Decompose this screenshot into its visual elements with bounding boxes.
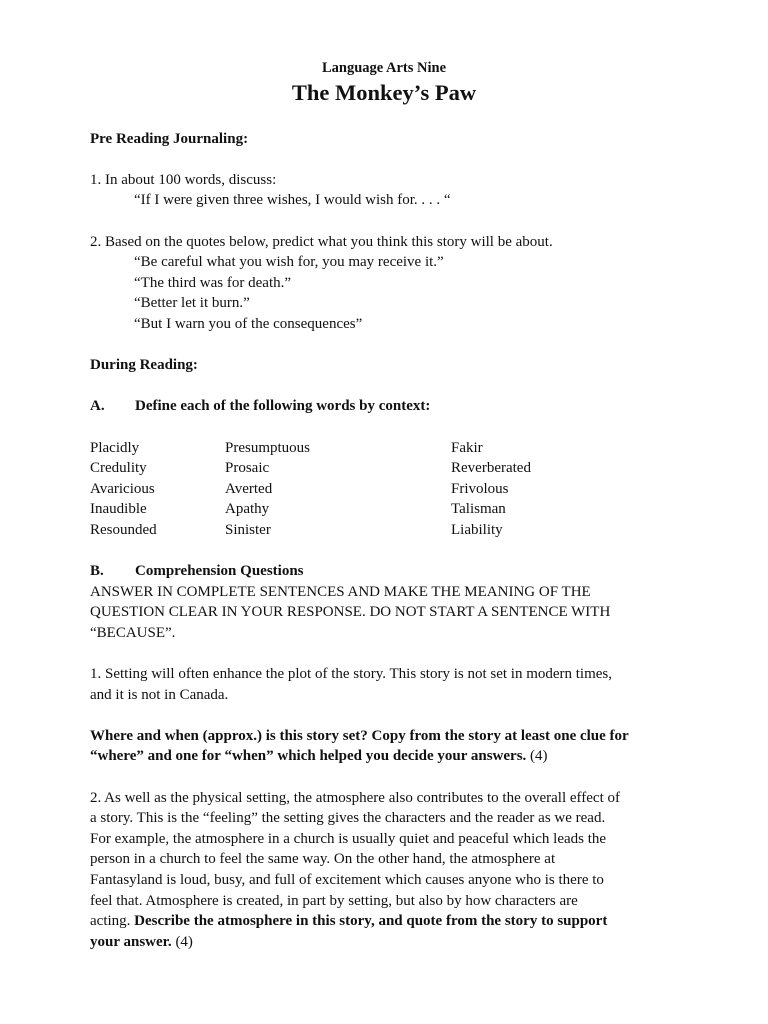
section-b-title: Comprehension Questions xyxy=(135,563,304,580)
section-b-letter: B. xyxy=(90,563,104,580)
pre-reading-q1: 1. In about 100 words, discuss: xyxy=(90,171,277,188)
vocab-word: Placidly xyxy=(90,439,140,456)
question-2-text: acting. xyxy=(90,913,135,930)
pre-reading-q2: 2. Based on the quotes below, predict what you think this story will be about. xyxy=(90,233,553,250)
section-a-title: Define each of the following words by context: xyxy=(135,398,431,415)
vocab-word: Sinister xyxy=(225,521,271,538)
spacer xyxy=(90,211,690,232)
question-2-prompt: your answer. xyxy=(90,933,172,950)
question-2-line: feel that. Atmosphere is created, in part by setting, but also by how characters are xyxy=(90,892,578,909)
vocab-word: Apathy xyxy=(225,501,270,518)
course-name: Language Arts Nine xyxy=(321,60,447,76)
question-2-marks: (4) xyxy=(171,933,193,950)
question-2-line: For example, the atmosphere in a church is usually quiet and peaceful which leads the xyxy=(90,830,607,847)
section-b-heading xyxy=(90,561,690,582)
vocab-word: Frivolous xyxy=(451,480,509,497)
vocab-word: Avaricious xyxy=(90,480,155,497)
question-1-line: 1. Setting will often enhance the plot of the story. This story is not set in modern times, xyxy=(90,666,613,683)
quote-line: “Better let it burn.” xyxy=(134,295,250,312)
document-title: The Monkey’s Paw xyxy=(291,80,477,105)
spacer xyxy=(90,643,690,664)
instruction-line: QUESTION CLEAR IN YOUR RESPONSE. DO NOT START A SENTENCE WITH xyxy=(90,604,611,621)
document-page xyxy=(90,58,690,952)
spacer xyxy=(90,417,690,438)
vocab-word: Reverberated xyxy=(451,460,531,477)
question-2-prompt-end xyxy=(90,932,690,953)
spacer xyxy=(90,108,690,129)
pre-reading-heading: Pre Reading Journaling: xyxy=(90,130,249,147)
question-1-line: and it is not in Canada. xyxy=(90,686,229,703)
during-reading-heading: During Reading: xyxy=(90,357,198,374)
spacer xyxy=(90,335,690,356)
instruction-line: ANSWER IN COMPLETE SENTENCES AND MAKE THE MEANING OF THE xyxy=(90,583,591,600)
quote-line: “Be careful what you wish for, you may receive it.” xyxy=(134,254,444,271)
question-1-prompt-end xyxy=(90,746,690,767)
vocab-word: Resounded xyxy=(90,521,157,538)
question-2-line: a story. This is the “feeling” the setting gives the characters and the reader as we read. xyxy=(90,810,606,827)
vocab-word: Prosaic xyxy=(225,460,270,477)
pre-reading-q1-quote: “If I were given three wishes, I would wish for. . . . “ xyxy=(134,192,451,209)
vocab-word: Credulity xyxy=(90,460,147,477)
question-1-prompt: “where” and one for “when” which helped you decide your answers. xyxy=(90,748,527,765)
question-2-line: 2. As well as the physical setting, the atmosphere also contributes to the overall effect of xyxy=(90,789,620,806)
vocab-word: Talisman xyxy=(451,501,506,518)
instruction-line: “BECAUSE”. xyxy=(90,624,176,641)
section-a-letter: A. xyxy=(90,398,105,415)
vocab-word: Liability xyxy=(451,521,503,538)
quote-line: “But I warn you of the consequences” xyxy=(134,315,363,332)
spacer xyxy=(90,376,690,397)
vocab-word: Presumptuous xyxy=(225,439,311,456)
question-2-line: Fantasyland is loud, busy, and full of excitement which causes anyone who is there to xyxy=(90,871,604,888)
vocabulary-list xyxy=(90,438,690,541)
spacer xyxy=(90,540,690,561)
quote-line: “The third was for death.” xyxy=(134,274,292,291)
section-a-heading xyxy=(90,396,690,417)
spacer xyxy=(90,149,690,170)
question-2-prompt: Describe the atmosphere in this story, and quote from the story to support xyxy=(134,913,608,930)
spacer xyxy=(90,767,690,788)
question-2-line: person in a church to feel the same way. On the other hand, the atmosphere at xyxy=(90,851,556,868)
question-1-prompt: Where and when (approx.) is this story set? Copy from the story at least one clue for xyxy=(90,727,629,744)
vocab-word: Averted xyxy=(225,480,273,497)
question-1-marks: (4) xyxy=(526,748,548,765)
question-2-prompt-line xyxy=(90,911,690,932)
vocab-word: Fakir xyxy=(451,439,483,456)
spacer xyxy=(90,705,690,726)
vocab-word: Inaudible xyxy=(90,501,147,518)
